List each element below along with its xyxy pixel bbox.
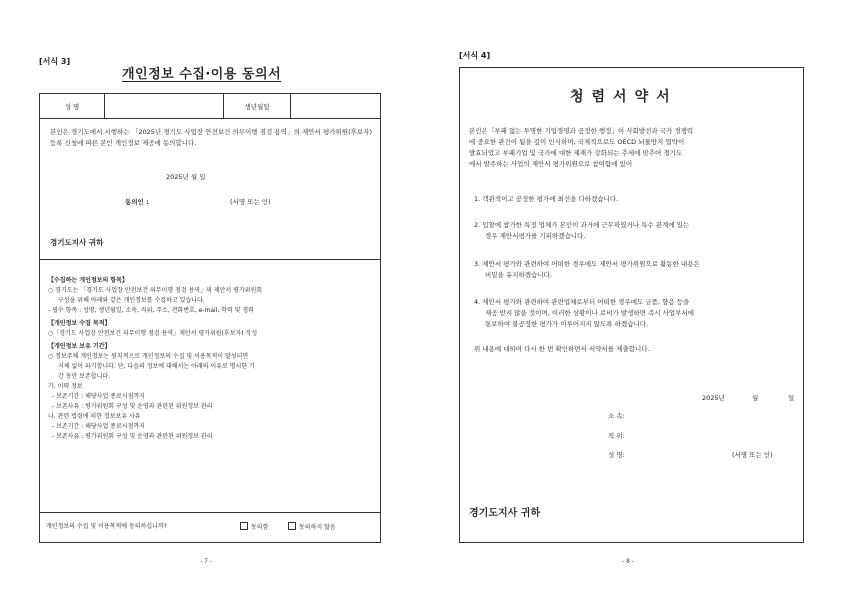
sec1-line1: ○ 경기도는 「경기도 사업장 안전보건 의무이행 점검 용역」의 제안서 평가위원회 xyxy=(48,287,263,294)
item4-line-2: 제공 받지 않을 것이며, 이러한 상황이나 로비가 발생하면 즉시 사업부서에 xyxy=(485,309,695,317)
pledge-item-1: 1. 객관적이고 공정한 평가에 최선을 다하겠습니다. xyxy=(474,195,619,203)
page-number-right: - 8 - xyxy=(622,558,634,565)
position-label: 직 위: xyxy=(608,432,625,440)
pledge-intro xyxy=(469,126,799,170)
intro-line-1: 본인은「부패 없는 투명한 기업경영과 공정한 행정」이 사회발전과 국가 경쟁력 xyxy=(469,127,694,135)
intro-text: 본인은 경기도에서 시행하는 「2025년 경기도 사업장 안전보건 의무이행 점검 용역」의 제안서 평가위원(후보자) 등록 신청에 따른 본인 개인정보 제공에 동의합니다. xyxy=(50,128,372,147)
date-line: 2025년 월 일 xyxy=(166,173,206,181)
sec1-line3: - 필수 항목 : 성명, 생년월일, 소속, 직위, 주소, 전화번호, e-mail, 학력 및 경력 xyxy=(48,307,254,314)
date-month: 월 xyxy=(752,394,759,402)
affiliation-label: 소 속: xyxy=(608,412,625,420)
sec2-line1: ○「경기도 사업장 안전보건 의무이행 점검 용역」제안서 평가위원(후보자) 작성 xyxy=(48,330,258,337)
pledge-closing: 위 내용에 대하여 다시 한 번 확인하면서 서약서를 제출합니다. xyxy=(474,345,650,353)
disagree-option[interactable] xyxy=(288,522,336,533)
name-birth-row xyxy=(40,94,380,119)
intro-line-3: 발효되었고 부패기업 및 국가에 대한 제재가 강화되는 추세에 맞추어 경기도 xyxy=(469,149,683,157)
pledge-addressee: 경기도지사 귀하 xyxy=(469,508,541,519)
item3-line-1: 3. 제안서 평가와 관련하여 어떠한 경우에도 제안서 평가위원으로 활동한 내용은 xyxy=(474,260,700,268)
birth-field[interactable] xyxy=(291,94,379,118)
sec3-a: 가. 이력 정보 xyxy=(48,383,83,390)
info-sections xyxy=(48,276,376,442)
sec2-title: 【개인정보 수집 목적】 xyxy=(48,320,111,327)
intro-line-2: 에 중요한 관건이 됨을 깊이 인식하며, 국제적으로도 OECD 뇌물방지 협약이 xyxy=(469,138,685,146)
sec3-line1: ○ 정보주체 개인정보는 원칙적으로 개인정보의 수집 및 이용목적이 달성되면 xyxy=(48,353,249,360)
sign-label: (서명 또는 인) xyxy=(230,198,271,206)
item3-line-2: 비밀을 유지하겠습니다. xyxy=(485,271,552,279)
birth-label: 생년월일 xyxy=(224,94,291,118)
sec1-line2: 구성을 위해 아래와 같은 개인정보를 수집하고 있습니다. xyxy=(58,297,205,304)
pledge-item-2 xyxy=(474,220,800,242)
date-day: 일 xyxy=(788,394,795,402)
consent-row xyxy=(40,512,380,543)
name-field[interactable] xyxy=(105,94,224,118)
sec1-title: 【수집하는 개인정보의 항목】 xyxy=(48,277,128,284)
sec3-a1: - 보존기간 : 해당사업 종료시점까지 xyxy=(52,393,145,400)
form-label-4: [서식 4] xyxy=(459,51,491,60)
sec3-line2: 지체 없이 파기합니다. 단, 다음의 정보에 대해서는 아래의 이유로 명시한 기 xyxy=(58,363,255,370)
addressee: 경기도지사 귀하 xyxy=(50,238,104,247)
sec3-a2: - 보존사유 : 평가위원회 구성 및 운영과 관련된 위원정보 관리 xyxy=(52,403,213,410)
disagree-label: 동의하지 않음 xyxy=(299,524,336,531)
sec3-b: 나. 관련 법령에 의한 정보보유 사유 xyxy=(48,413,141,420)
item4-line-3: 통보하여 불공정한 평가가 이루어지지 않도록 하겠습니다. xyxy=(485,320,649,328)
name-label: 성 명 xyxy=(40,94,105,118)
item2-line-2: 경우 제안서평가를 기피하겠습니다. xyxy=(485,232,586,240)
consent-form-title: 개인정보 수집·이용 동의서 xyxy=(122,67,282,82)
agree-checkbox[interactable] xyxy=(240,522,248,530)
consenter-label: 동의인 : xyxy=(125,198,149,206)
pledge-item-4 xyxy=(474,297,800,330)
sec3-b1: - 보존기간 : 해당사업 종료시점까지 xyxy=(52,423,145,430)
item4-line-1: 4. 제안서 평가와 관련하여 관련업체로부터 어떠한 경우에도 금품, 향응 등을 xyxy=(474,298,690,306)
signer-name-label: 성 명: xyxy=(608,451,625,459)
intro-section xyxy=(40,119,380,260)
signer-sign-label: (서명 또는 인) xyxy=(732,451,773,459)
disagree-checkbox[interactable] xyxy=(288,522,296,530)
agree-label: 동의함 xyxy=(251,524,269,531)
sec3-b2: - 보존사유 : 평가위원회 구성 및 운영과 관련된 위원정보 관리 xyxy=(52,433,213,440)
page-number-left: - 7 - xyxy=(200,558,212,565)
form-label-3: [서식 3] xyxy=(39,57,71,66)
date-year: 2025년 xyxy=(702,394,725,402)
agree-option[interactable] xyxy=(240,522,268,533)
intro-line-4: 에서 발주하는 사업의 제안서 평가위원으로 참여함에 있어 xyxy=(469,160,633,168)
consent-form-box xyxy=(39,93,381,543)
consent-question: 개인정보의 수집 및 이용목적에 동의하십니까? xyxy=(46,523,167,530)
sec3-line3: 간 동안 보존합니다. xyxy=(58,373,111,380)
item2-line-1: 2. 입찰에 참가한 특정 업체가 본인이 과거에 근무하였거나 특수 관계에 있는 xyxy=(474,221,690,229)
pledge-item-3 xyxy=(474,259,800,281)
pledge-box xyxy=(459,67,804,543)
pledge-title: 청렴서약서 xyxy=(570,89,678,105)
sec3-title: 【개인정보 보유 기간】 xyxy=(48,343,111,350)
